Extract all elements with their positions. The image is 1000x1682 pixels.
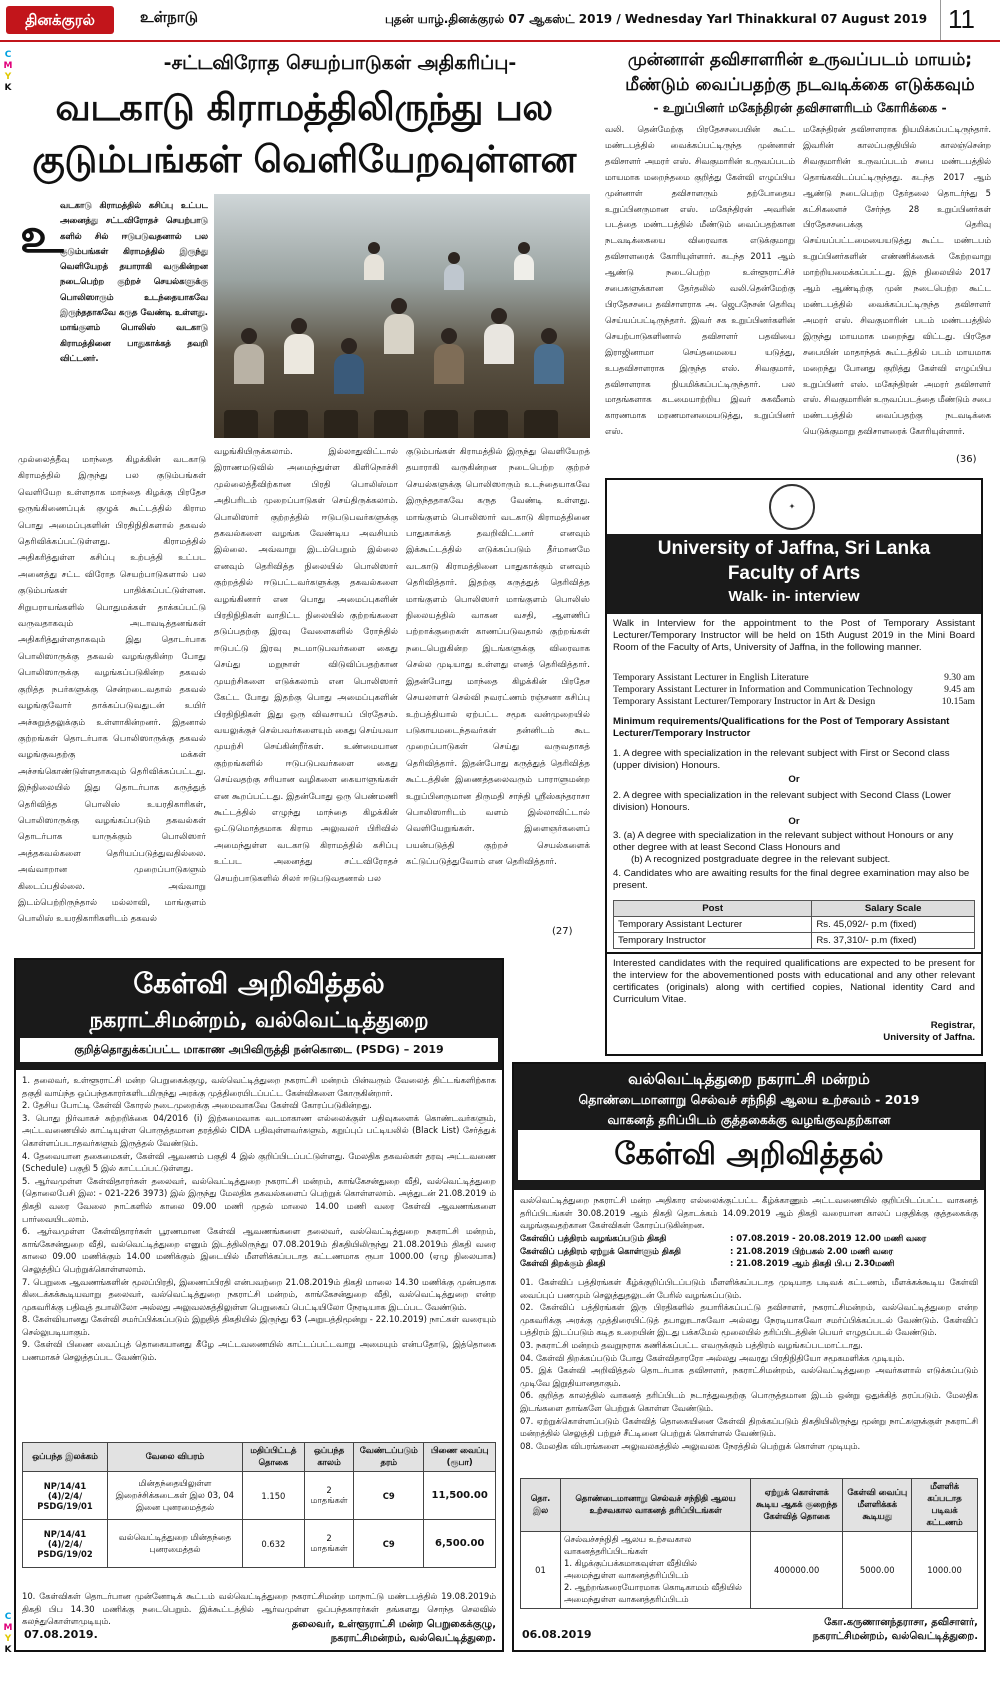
work-detail: மின்தந்தையிலுள்ள இறைச்சிக்கடைகள் இல 03, 04 இனை புனரமைத்தல் — [107, 1472, 242, 1520]
col-estimate: மதிப்பிட்டத் தொகை — [242, 1443, 304, 1472]
ad-signoff-title: Registrar, — [930, 1020, 975, 1031]
parking-item: 07. ஏற்றுக்கொள்ளப்படும் கேள்வித் தொகையினை கேள்வி திறக்கப்படும் திகதியிலிருந்து மூன்று நாட்களுக்குள் நகராட்சி மன்றத்தில் செலுத்தி பற்றுச் சீட்டினை பெற்றுக் கொள்ளல் வேண்டும். — [520, 1415, 978, 1439]
parking-table — [520, 1478, 978, 1609]
col-parking-sites: தொண்டைமானாறு செல்வச் சந்நிதி ஆலய உற்சவகால வாகனத் தரிப்பிடங்கள் — [561, 1479, 751, 1532]
grade: C9 — [354, 1520, 424, 1568]
parking-notice-title: கேள்வி அறிவித்தல் — [518, 1130, 980, 1180]
schedule-label: கேள்வி திறக்கும் திகதி — [520, 1258, 606, 1269]
parking-date: 06.08.2019 — [522, 1628, 592, 1641]
col-deposit: கேள்வி வைப்பு மீளளிக்கக் கூடியது — [843, 1479, 912, 1532]
table-row — [521, 1532, 978, 1609]
schedule-label: கேள்விப் பத்திரம் வழங்கப்படும் திகதி — [520, 1233, 667, 1243]
side-article-ref: (36) — [956, 454, 977, 465]
parking-item: 02. கேள்விப் பத்திரங்கள் இரு பிரதிகளில் தயாரிக்கப்பட்டு தவிசாளர், நகராட்சிமன்றம், வல்வெட்டித்துறை என்ற முகவரிக்கு அரக்கு முத்திரையிட்டுத் தபாலூடாகவோ அல்லது நேரடியாகவோ சமர்ப்பிக்கப்படல் வேண்டும். கேள்விப் பத்திரம் இடப்படும் கடித உறையின் இடது பக்கமேல் மூலையில் தரிப்பிடத்தின் பெயர் எழுதப்படல் வேண்டும். — [520, 1302, 978, 1338]
university-ad — [605, 478, 983, 954]
schedule-row — [520, 1232, 978, 1245]
ad-closing-text: Interested candidates with the required qualifications are expected to be present for the interview for the abovementioned posts with educational and any other relevant certificates (originals) along with certified copies, National identity Card and Curriculum Vitae. — [613, 958, 975, 1005]
tender-program: குறித்தொதுக்கப்பட்ட மாகாண அபிவிருத்தி நன்கொடை (PSDG) – 2019 — [20, 1038, 498, 1062]
tender-items — [22, 1074, 496, 1364]
parking-items — [520, 1276, 978, 1452]
tender-item: 8. கேள்வியானது கேள்வி சமர்ப்பிக்கப்படும் இறுதித் திகதியில் இருந்து 63 (அறுபத்திமூன்று - 22.10.2019) நாட்கள் வரையும் செல்லுபடியாகும். — [22, 1314, 496, 1337]
parking-notice-line3: வாகனத் தரிப்பிடம் குத்தகைக்கு வழங்குவதற்கான — [607, 1112, 891, 1127]
signature-line-1: கோ.கருணானந்தராசா, தவிசாளர், — [824, 1617, 978, 1628]
parking-notice-line2: தொண்டைமானாறு செல்வச் சந்நிதி ஆலய உற்சவம் - 2019 — [578, 1092, 920, 1107]
meeting-photo — [214, 194, 590, 438]
table-row — [614, 933, 975, 949]
tender-item: 6. ஆர்வமுள்ள கேள்விதாரர்கள் பூரணமான கேள்வி ஆவணங்களை தலைவர், வல்வெட்டித்துறை நகராட்சி மன்றம், காங்கேசன்துறை வீதி, வல்வெட்டித்துறை எனும் இடத்திலிருந்து 07.08.2019ம் திகதியிலிருந்து 21.08.2019ம் திகதி வரை காலை 09.00 மணிக்கும் 14.00 மணிக்கும் இடையில் மீளளிக்கப்படாத கட்டணமாக ரூபா 1000.00 (ஏழு நிலையாக) செலுத்திப் பெற்றுக்கொள்ளலாம். — [22, 1226, 496, 1274]
cmyk-m: M — [3, 1623, 13, 1633]
article-kicker: -சட்டவிரோத செயற்பாடுகள் அதிகரிப்பு- — [163, 52, 517, 74]
period: 2 மாதங்கள் — [304, 1472, 353, 1520]
tender-item: 4. தேவையான தகைமைகள், கேள்வி ஆவணம் பகுதி 4 இல் குறிப்பிடப்பட்டுள்ளது. மேலதிக தகவல்கள் தரவு அட்டவணை (Schedule) பகுதி 5 இல் காட்டப்பட்டுள்ளது. — [22, 1150, 496, 1174]
tender-signature — [252, 1618, 496, 1646]
page-number: 11 — [948, 4, 975, 34]
tender-item-10: 10. கேள்விகள் தொடர்பான முன்னோடிக் கூட்டம் வல்வெட்டித்துறை நகராட்சிமன்ற மாநாட்டு மண்டபத்தில் 19.08.2019ம் திகதி பிப 14.30 மணிக்கு நடைபெறும். இக்கூட்டத்தில் ஆர்வமுள்ள ஒப்பந்தகாரர்கள் தங்களது சொந்த செலவில் கலந்துகொள்ளமுடியும். — [22, 1591, 496, 1627]
side-article-column-2: மகேந்திரன் தவிசாளராக நியமிக்கப்பட்டிருந்தார். இவரின் காலப்பகுதியில் காலஞ்சென்ற சிவகுமாரின் உருவப்படம் சபை மண்டபத்தில் தொங்கவிடப்பட்டிருந்தது. கடந்த 2017 ஆம் ஆண்டு நடைபெற்ற தேர்தலை தொடர்ந்து 5 கட்சிகளைச் சேர்ந்த 28 உறுப்பினர்கள் பிரதேசசபைக்கு தெரிவு செய்யப்பட்டமையையடுத்து கூட்ட மண்டபம் உறுப்பினர்களின் எண்ணிக்கைக் கேற்றவாறு மாற்றியமைக்கப்பட்டது. இந் நிலையில் 2017 ஆம் ஆண்டிற்கு முன் நடைபெற்ற கூட்ட மண்டபத்தில் வைக்கப்பட்டிருந்த தவிசாளர் அமரர் எஸ். சிவகுமாரின் படம் மண்டபத்தில் இருந்து மாயமாக மறைந்து விட்டது. பிரதேச சபையின் மாதாந்தக் கூட்டத்தில் படம் மாயமாக மறைந்து போனது குறித்து கேள்வி எழுப்பிய உறுப்பினர் எஸ். மகேந்திரன் அமரர் தவிசாளர் எஸ். சிவகுமாரின் உருவப்படத்தை மீண்டும் சபை மண்டபத்தில் வைப்பதற்கு நடவடிக்கை யெடுக்குமாறு தவிசாளரைக் கோரியுள்ளார். — [803, 124, 991, 437]
salary-post: Temporary Instructor — [614, 933, 812, 949]
article-ref: (27) — [552, 926, 573, 937]
col-bond: பிணை வைப்பு (ரூபா) — [424, 1443, 496, 1472]
parking-item: 05. இக் கேள்வி அறிவித்தல் தொடர்பாக தவிசாளர், நகராட்சிமன்றம், வல்வெட்டித்துறை அவர்களால் எடுக்கப்படும் முடிவே இறுதியானதாகும். — [520, 1365, 978, 1388]
university-ad-closing — [605, 954, 983, 1056]
salary-value: Rs. 37,310/- p.m (fixed) — [812, 933, 975, 949]
salary-post: Temporary Assistant Lecturer — [614, 917, 812, 933]
ad-signoff — [787, 1020, 975, 1044]
tender-notice-title: கேள்வி அறிவித்தல் — [133, 967, 385, 1000]
min-bid: 400000.00 — [751, 1532, 843, 1609]
tender-item: 1. தலைவர், உள்ளூராட்சி மன்ற பெறுகைக்குழு, வல்வெட்டித்துறை நகராட்சி மன்றம் பின்வரும் வேலைத் திட்டங்களிற்காக தகுதி வாய்ந்த ஒப்பந்தகாரர்களிடமிருந்து அரக்கு முத்திரையிடப்பட்ட கேள்விகளை கோருகின்றார். — [22, 1075, 496, 1098]
tender-item: 2. தேசிய போட்டி கேள்வி கோரல் நடைமுறைக்கு அமைவாகவே கேள்வி கோரப்படுகின்றது. — [22, 1100, 372, 1111]
fee: 1000.00 — [912, 1532, 978, 1609]
table-row — [23, 1520, 496, 1568]
parking-item: 01. கேள்விப் பத்திரங்கள் கீழ்க்குறிப்பிடப்படும் மீளளிக்கப்படாத முடியாத படிவக் கட்டணம், மீளக்கக்கூடிய கேள்வி வைப்புப் பணமும் செலுத்துதலுடன் பேரில் வழங்கப்படும். — [520, 1277, 978, 1300]
schedule-post: Temporary Assistant Lecturer/Temporary Instructor in Art & Design — [613, 696, 876, 707]
tender-notice-banner — [16, 960, 502, 1070]
signature-line-2: நகராட்சிமன்றம், வல்வெட்டித்துறை. — [330, 1633, 496, 1644]
cmyk-strip-bottom — [3, 1612, 13, 1656]
cmyk-k: K — [4, 83, 12, 93]
schedule-row — [520, 1257, 978, 1270]
row-no: 01 — [521, 1532, 561, 1609]
cmyk-y: Y — [4, 72, 12, 82]
schedule-value: : 07.08.2019 - 20.08.2019 12.00 மணி வரை — [730, 1233, 927, 1243]
bond: 6,500.00 — [424, 1520, 496, 1568]
university-ad-top — [607, 480, 981, 534]
cmyk-c: C — [4, 50, 12, 60]
table-row — [23, 1472, 496, 1520]
schedule-row — [613, 672, 975, 684]
requirement-2: 2. A degree with specialization in the relevant subject with Second Class (Lower division) Honours. — [613, 790, 952, 813]
schedule-time: 10.15am — [941, 696, 975, 707]
bond: 11,500.00 — [424, 1472, 496, 1520]
col-work-detail: வேலை விபரம் — [107, 1443, 242, 1472]
schedule-row — [520, 1245, 978, 1258]
side-article-column-1: வலி. தென்மேற்கு பிரதேசசபையின் கூட்ட மண்டபத்தில் வைக்கப்பட்டிருந்த முன்னாள் தவிசாளர் அமரர் எஸ். சிவகுமாரின் உருவப்படம் மாயமாக மறைந்தமை குறித்து கேள்வி எழுப்பிய முன்னாள் தவிசாளரும் தற்போதைய உறுப்பினருமான எஸ். மகேந்திரன் அவரின் படத்தை மண்டபத்தில் மீண்டும் வைப்பதற்கான நடவடிக்கையை விரைவாக எடுக்குமாறு தவிசாளரைக் கோரியுள்ளார். கடந்த 2011 ஆம் ஆண்டு நடைபெற்ற உள்ளூராட்சிச் சபைகளுக்கான தேர்தலில் வலி.தென்மேற்கு பிரதேசசபை தவிசாளராக அ. ஜெபநேசன் தெரிவு செய்யப்பட்டிருந்தார். இவர் சக உறுப்பினர்களின் செயற்பாடுகளினால் தவிசாளர் பதவியை இராஜினாமா செய்தமையை யடுத்து, உபதவிசாளராக இருந்த எஸ். சிவகுமார், தவிசாளராக நியமிக்கப்பட்டிருந்தார். பல மாதங்களாக கடமையாற்றிய இவர் சுகவீனம் காரணமாக மரணமானமையடுத்து, உறுப்பினர் எஸ். — [605, 124, 795, 437]
salary-table — [613, 900, 975, 949]
schedule-time: 9.45 am — [944, 684, 975, 695]
university-seal-icon: ✦ — [769, 484, 815, 530]
table-row — [614, 917, 975, 933]
sites-title: செல்வச்சந்நிதி ஆலய உற்சவகால வாகனத்தரிப்பிடங்கள் — [564, 1534, 692, 1556]
masthead — [0, 0, 1000, 42]
article-column-2: வழங்கியிருக்கலாம். இல்லாதுவிட்டால் இராணமடுவில் அமைந்துள்ள கிளிநொச்சி முல்லைத்தீவிற்கான பிரதி பொலிஸ்மா அதிபரிடம் முறைப்பாடுகள் செய்திருக்கலாம். பொலிஸார் குற்றத்தில் ஈடுபடுபவர்களுக்கு தகவல்களை வழங்க வேண்டிய அவசியம் இல்லை. அவ்வாறு இடம்பெறும் இல்லை எனவும் தெரிவித்த நிலையில் பொலிஸார் குற்றத்தில் ஈடுபட்டவர்களுக்கு தகவல்களை வழங்கினார் என பொது அமைப்புகளின் பிரதிநிதிகள் வாதிட்ட நிலையில் குற்றங்களை தடுப்பதற்கு இரவு வேளைகளில் ரோந்தில் ஈடுபட்டு இரவு நடமாடுபவர்களை கைது செய்து மறுநாள் விடுவிப்பதற்கான முயற்சிகளை எடுக்கலாம் என பொலிஸார் கேட்ட போது இதற்கு பொது அமைப்புகளின் பிரதிநிதிகள் இது ஒரு விவசாயப் பிரதேசம். வயலுக்குச் செல்பவர்களையும் கைது செய்யவா முயற்சி செய்கின்றீர்கள். உண்மையான குற்றங்களில் ஈடுபடுபவர்களை கைது செய்வதற்கு சரியான வழிகளை கையாளுங்கள் என கூறப்பட்டது. இதன்போது ஒரு பெண்மணி கூட்டத்தில் எழுந்து மாந்தை கிழக்கின் ஒட்டுமொத்தமாக கிராம அலுவலர் பிரிவில் அமைந்துள்ள வடகாடு கிராமத்தில் கசிப்பு உட்பட அனைத்து சட்டவிரோதச் செயற்பாடுகளில் சிலர் ஈடுபடுவதனால் பல — [214, 447, 398, 884]
tender-item: 5. ஆர்வமுள்ள கேள்விதாரர்கள் தலைவர், வல்வெட்டித்துறை நகராட்சி மன்றம், காங்கேசன்துறை வீதி, வல்வெட்டித்துறை (தொலைபேசி இல: - 021-226 3973) இல் இருந்து மேலதிக தகவல்களைப் பெற்றுக் கொள்ளலாம். அத்துடன் 21.08.2019 ம் திகதி வரை வேலை நாட்களில் காலை 09.00 மணி முதல் மாலை 14.00 மணி வரை கேள்வி ஆவணங்களை பார்வையிடலாம். — [22, 1175, 496, 1224]
tender-date: 07.08.2019. — [24, 1628, 98, 1641]
parking-sites — [561, 1532, 751, 1609]
parking-item: 03. நகராட்சி மன்றம் தவறுநராக கணிக்கப்பட்ட எவருக்கும் பத்திரம் வழங்கப்படமாட்டாது. — [520, 1339, 863, 1350]
article-lead: வடகாடு கிராமத்தில் கசிப்பு உட்பட அனைத்து சட்டவிரோதச் செயற்பாடு களில் சில் ஈடுபடுவதனால் பல குடும்பங்கள் கிராமத்தில் இருந்து வெளியேறத் தயாராகி வருகின்றன நடைபெற்ற குற்றச் செயல்களுக்கு பொலிஸாரும் உடந்தையாகவே இருந்ததாகவே கருத வேண்டி உள்ளது. மாங்குளம் பொலிஸ் வடகாடு கிராமத்தினை பாதுகாக்கத் தவறி விட்டனர். — [60, 200, 208, 363]
parking-item: 08. மேலதிக விபரங்களை அலுவலகத்தில் அலுவலக நேரத்தில் பெற்றுக் கொள்ள முடியும். — [520, 1440, 861, 1451]
parking-item: 04. கேள்வி திறக்கப்படும் போது கேள்விதாரரோ அல்லது அவரது பிரதிநிதியோ சமூகமளிக்க முடியும். — [520, 1352, 905, 1363]
section-name: உள்நாடு — [140, 8, 198, 26]
tender-notice-right — [512, 1062, 986, 1652]
parking-notice-banner — [514, 1064, 984, 1190]
salary-header-post: Post — [614, 901, 812, 917]
side-article-subhead: - உறுப்பினர் மகேந்திரன் தவிசாளரிடம் கோரிக்கை - — [653, 100, 947, 115]
schedule-post: Temporary Assistant Lecturer in Information and Communication Technology — [613, 684, 913, 695]
col-grade: வேண்டப்படும் தரம் — [354, 1443, 424, 1472]
estimate: 1.150 — [242, 1472, 304, 1520]
schedule-value: : 21.08.2019 பிற்பகல் 2.00 மணி வரை — [730, 1245, 893, 1256]
walk-in-label: Walk- in- interview — [728, 588, 860, 605]
tender-item: 7. பெறுகை ஆவணங்களின் மூலப்பிரதி, இணைப்பிரதி என்பவற்றை 21.08.2019ம் திகதி மாலை 14.30 மணிக்கு முன்பதாக கிடைக்கக்கூடியவாறு தலைவர், வல்வெட்டித்துறை நகராட்சி மன்றம், காங்கேசன்துறை வீதி, வல்வெட்டித்துறை என்ற முகவரிக்கு பதிவுத் தபாலிலோ அல்லது அலுவலகத்திலுள்ள பெறுகைப் பெட்டியிலோ நேரடியாக இடப்பட வேண்டும். — [22, 1276, 496, 1312]
grade: C9 — [354, 1472, 424, 1520]
drop-cap: உ — [20, 208, 64, 264]
interview-schedule — [613, 672, 975, 708]
signature-line-1: தலைவர், உள்ளூராட்சி மன்ற பெறுகைக்குழு, — [291, 1619, 496, 1630]
salary-value: Rs. 45,092/- p.m (fixed) — [812, 917, 975, 933]
work-detail: வல்வெட்டித்துறை மின்தந்தை புனரமைத்தல் — [107, 1520, 242, 1568]
side-article-headline: முன்னாள் தவிசாளரின் உருவப்படம் மாயம்; மீண்டும் வைப்பதற்கு நடவடிக்கை எடுக்கவும் — [625, 50, 975, 95]
site-1: 1. கிழக்குப்பக்கமாகவுள்ள வீதியில் அமைந்துள்ள வாகனத்தரிப்பிடம் — [564, 1558, 697, 1580]
or-divider: Or — [788, 816, 800, 827]
university-ad-banner — [607, 534, 981, 614]
tender-notice-subtitle: நகராட்சிமன்றம், வல்வெட்டித்துறை — [89, 1008, 429, 1032]
parking-intro: வல்வெட்டித்துறை நகராட்சி மன்ற அதிகார எல்லைக்குட்பட்ட கீழ்க்காணும் அட்டவணையில் குறிப்பிடப்பட்ட வாகனத் தரிப்பிடங்கள் 30.08.2019 ஆம் திகதி தொடக்கம் 14.09.2019 ஆம் திகதி வரையான காலப் பகுதிக்கு குத்தகைக்கு வழங்குவதற்கான கேள்விகள் கோரப்படுகின்றன. — [520, 1195, 978, 1231]
site-2: 2. ஆற்றங்கரையோரமாக கொடிகாமம் வீதியில் அமைந்துள்ள வாகனத்தரிப்பிடம் — [564, 1582, 742, 1604]
article-column-1: முல்லைத்தீவு மாந்தை கிழக்கின் வடகாடு கிராமத்தில் இருந்து பல குடும்பங்கள் வெளியேற உள்ளதாக மாந்தை கிழக்கு பிரதேச ஒருங்கிணைப்புக் குழுக் கூட்டத்தில் கிராம பொது அமைப்புகளின் பிரதிநிதிகளால் தகவல் தெரிவிக்கப்பட்டுள்ளது. கிராமத்தில் அதிகரித்துள்ள கசிப்பு உற்பத்தி உட்பட அனைத்து சட்ட விரோத செயற்பாடுகளால் பல குடும்பங்கள் பாதிக்கப்பட்டுள்ளன. சிறுபராயங்களில் பொதுமக்கள் தாக்கப்பட்டு வருவதாகவும் அடாவடித்தனங்கள் அதிகரித்துள்ளதாகவும் இது தொடர்பாக பொலிஸாருக்கு தகவல் வழங்குகின்ற போது பொலிஸாருக்கு வழங்கப்படுகின்ற தகவல் குறித்த நபர்களுக்கு சென்றடைவதால் தகவல் வழங்குவோர் தாக்கப்படுவதுடன் உயிர் அச்சுறுத்தலுக்கும் உள்ளாகின்றனர். இதனால் குற்றங்கள் தொடர்பாக பொலிஸாருக்கு தகவல் வழங்குவதற்கு மக்கள் அச்சங்கொண்டுள்ளதாகவும் தெரிவிக்கப்பட்டது. இந்நிலையில் இது தொடர்பாக கருத்துத் தெரிவித்த பொலிஸ் உயரதிகாரிகள், பொலிஸாருக்கு வழங்கப்படும் தகவல்கள் தொடர்பாக யாருக்கும் பொலிஸார் அத்தகவல்களை தெரியப்படுத்துவதில்லை. அவ்வாறான முறைப்பாடுகளும் கிடைப்பதில்லை. அவ்வாறு இடம்பெற்றிருந்தால் மல்லாவி, மாங்குளம் பொலிஸ் உயரதிகாரிகளிடம் தகவல் — [18, 455, 206, 925]
ad-signoff-org: University of Jaffna. — [883, 1032, 975, 1043]
parking-item: 06. குறித்த காலத்தில் வாகனத் தரிப்பிடம் நடாத்துவதற்கு பொருத்தமான இடம் ஒன்று ஒதுக்கித் தரப்படும். மேலதிக இடங்களை தாங்களே பெற்றுக் கொள்ள வேண்டும். — [520, 1390, 978, 1413]
schedule-label: கேள்விப் பத்திரம் ஏற்றுக் கொள்ளும் திகதி — [520, 1245, 681, 1256]
tender-item: 3. பொது நிர்வாகச் சுற்றறிக்கை 04/2016 (i) இற்கமைவாக வடமாகாண எல்லைக்குள் பதிவுகளைக் கொண்டவர்களும், அட்டவணையில் காட்டியுள்ள பொருத்தமான தரத்தில் CIDA பதிவுள்ளவர்களும், கறுப்புப் பட்டியலில் (Black List) சேர்த்துக் கொள்ளப்படாதவர்களும் இருத்தல் வேண்டும். — [22, 1112, 496, 1148]
cmyk-c: C — [4, 1612, 12, 1622]
parking-notice-line1: வல்வெட்டித்துறை நகராட்சி மன்றம் — [628, 1070, 870, 1088]
schedule-row — [613, 696, 975, 708]
cmyk-strip-top — [3, 50, 13, 94]
salary-header-scale: Salary Scale — [812, 901, 975, 917]
deposit: 5000.00 — [843, 1532, 912, 1609]
parking-signature — [714, 1616, 978, 1644]
or-divider: Or — [788, 774, 800, 785]
cmyk-y: Y — [4, 1634, 12, 1644]
requirement-4: 4. Candidates who are awaiting results for the final degree examination may also be present. — [613, 868, 970, 891]
col-no: தொ. இல — [521, 1479, 561, 1532]
contract-no: NP/14/41 (4)/2/4/ PSDG/19/01 — [23, 1472, 108, 1520]
schedule-row — [613, 684, 975, 696]
estimate: 0.632 — [242, 1520, 304, 1568]
period: 2 மாதங்கள் — [304, 1520, 353, 1568]
parking-schedule — [520, 1232, 978, 1270]
schedule-value: : 21.08.2019 ஆம் திகதி பி.ப 2.30மணி — [730, 1258, 895, 1269]
tender-notice-left — [14, 958, 504, 1652]
issue-date-line: புதன் யாழ்.தினக்குரல் 07 ஆகஸ்ட் 2019 / Wednesday Yarl Thinakkural 07 August 2019 — [385, 12, 928, 26]
faculty-name: Faculty of Arts — [727, 563, 861, 584]
col-contract-no: ஒப்பந்த இலக்கம் — [23, 1443, 108, 1472]
article-headline: வடகாடு கிராமத்திலிருந்து பல குடும்பங்கள் வெளியேறவுள்ளன — [32, 86, 576, 181]
requirements-heading: Minimum requirements/Qualifications for the Post of Temporary Assistant Lecturer/Temporary Instructor — [613, 716, 950, 739]
col-period: ஒப்பந்த காலம் — [304, 1443, 353, 1472]
ad-intro: Walk in Interview for the appointment to the Post of Temporary Assistant Lecturer/Temporary Instructor will be held on 15th August 2019 in the Mini Board Room of the Faculty of Arts, University of Jaffna, in the following manner. — [613, 618, 975, 653]
header-divider — [940, 0, 941, 40]
cmyk-m: M — [3, 61, 13, 71]
signature-line-2: நகராட்சிமன்றம், வல்வெட்டித்துறை. — [812, 1631, 978, 1642]
requirement-1: 1. A degree with specialization in the relevant subject with First or Second class (upper division) Honours. — [613, 748, 950, 771]
schedule-post: Temporary Assistant Lecturer in English Literature — [613, 672, 809, 683]
newspaper-logo: தினக்குரல் — [6, 6, 114, 34]
contract-no: NP/14/41 (4)/2/4/ PSDG/19/02 — [23, 1520, 108, 1568]
tender-item: 9. கேள்வி பிணை வைப்புத் தொகையானது கீழே அட்டவணையில் காட்டப்பட்டவாறு அமையும் என்பதோடு, இத்தொகை பணமாகச் செலுத்தப்பட வேண்டும். — [22, 1339, 496, 1363]
requirement-3b: (b) A recognized postgraduate degree in the relevant subject. — [631, 854, 891, 865]
cmyk-k: K — [4, 1645, 12, 1655]
university-name: University of Jaffna, Sri Lanka — [657, 538, 931, 559]
requirement-3a: 3. (a) A degree with specialization in the relevant subject without Honours or any other degree with at least Second Class Honours and — [613, 830, 954, 853]
tender-table — [22, 1442, 496, 1568]
schedule-time: 9.30 am — [944, 672, 975, 683]
article-column-3: குடும்பங்கள் கிராமத்தில் இருந்து வெளியேறத் தயாராகி வருகின்றன நடைபெற்ற குற்றச் செயல்களுக்கு பொலிஸாரும் உடந்தையாகவே இருந்ததாகவே கருத வேண்டி உள்ளது. மாங்குளம் பொலிஸார் வடகாடு கிராமத்தினை பாதுகாக்கத் தவறிவிட்டனர் எனவும் இக்கூட்டத்தில் எடுக்கப்படும் தீர்மானமே வடகாடு கிராமத்தினை பாதுகாக்கும் எனவும் தெரிவித்தார். இதற்கு கருத்துத் தெரிவித்த மாங்குளம் பொலிஸார் மாங்குளம் பொலிஸ் நிலையத்தில் வாகன வசதி, ஆளணிப் பற்றாக்குறைகள் காணப்படுவதால் குற்றங்கள் நடைபெறுகின்ற இடங்களுக்கு விரைவாக செல்ல முடியாது உள்ளது எனத் தெரிவித்தார். இதன்போது மாந்தை கிழக்கின் பிரதேச செயலாளர் செல்வி நவரட்ணம் ரஞ்சனா கசிப்பு உற்பத்தியால் ஏற்பட்ட சமூக வன்முறையில் படுகாயமடைந்தவர்கள் தன்னிடம் கூட முறைப்பாடுகள் செய்து வருவதாகத் தெரிவித்தார். இதன்போது கருத்துத் தெரிவித்த கூட்டத்தின் இணைத்தலைவரும் பாராளுமன்ற உறுப்பினருமான திருமதி சாந்தி ஸ்ரீஸ்கந்தராசா பொலிஸாரிடம் வளம் இல்லாவிட்டால் வெளியேறுங்கள். இளைஞர்களைப் பயன்படுத்தி குற்றச் செயல்களைக் கட்டுப்படுத்துவோம் என தெரிவித்தார். — [406, 447, 590, 868]
col-min-bid: ஏற்றுக் கொள்ளக் கூடிய ஆகக் குறைந்த கேள்வித் தொகை — [751, 1479, 843, 1532]
col-fee: மீளளிக் கப்படாத படிவக் கட்டணம் — [912, 1479, 978, 1532]
